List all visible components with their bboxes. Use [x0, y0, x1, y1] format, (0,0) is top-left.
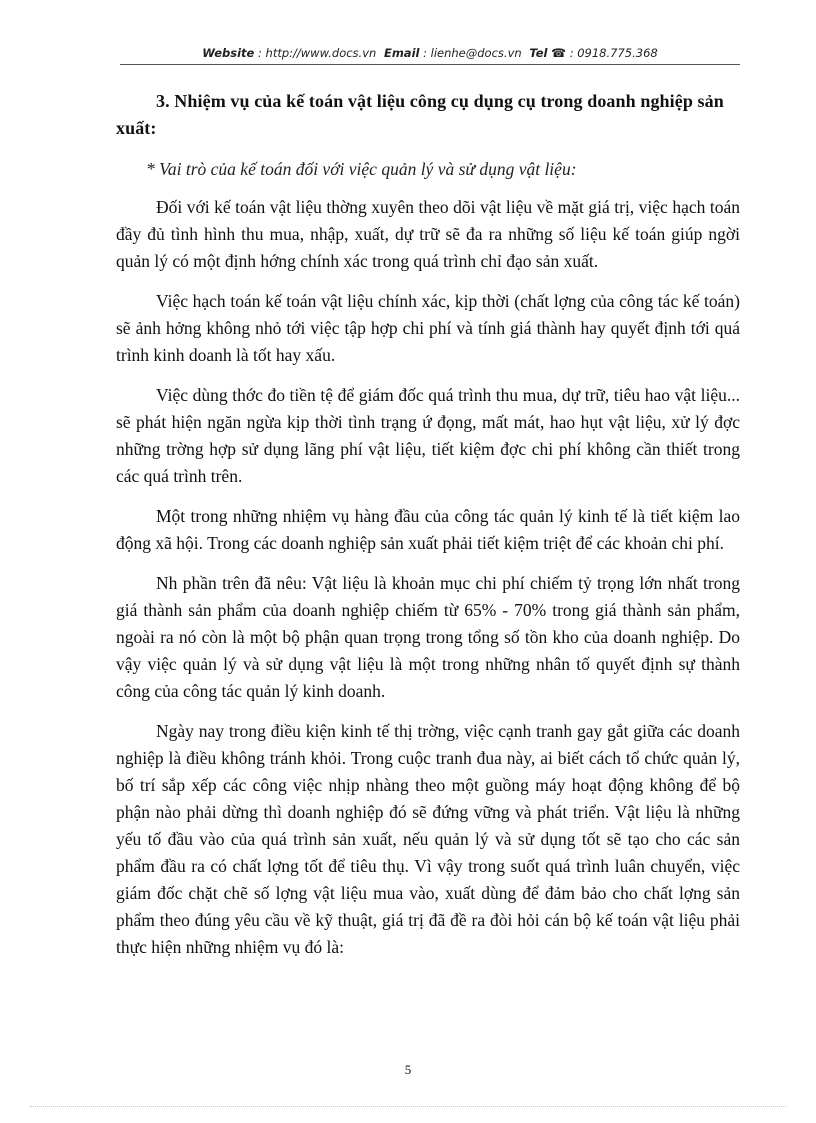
document-body — [116, 88, 740, 974]
section-heading: 3. Nhiệm vụ của kế toán vật liệu công cụ dụng cụ trong doanh nghiệp sản xuất: — [116, 91, 724, 138]
website-url[interactable]: http://www.docs.vn — [265, 46, 377, 60]
tel-separator: : — [569, 46, 578, 60]
email-label: Email — [383, 46, 420, 60]
tel-label: Tel — [529, 46, 548, 60]
paragraph: Một trong những nhiệm vụ hàng đầu của công tác quản lý kinh tế là tiết kiệm lao động xã hội. Trong các doanh nghiệp sản xuất phải tiết kiệm triệt để các khoản chi phí. — [116, 506, 740, 553]
header-rule — [120, 64, 740, 65]
section-subheading: * Vai trò của kế toán đối với việc quản lý và sử dụng vật liệu: — [146, 159, 577, 179]
email-separator: : — [419, 46, 431, 60]
paragraph: Nh phần trên đã nêu: Vật liệu là khoản mục chi phí chiếm tỷ trọng lớn nhất trong giá thành sản phẩm của doanh nghiệp chiếm từ 65% - 70% trong giá thành sản phẩm, ngoài ra nó còn là một bộ phận quan trọng trong tổng số tồn kho của doanh nghiệp. Do vậy việc quản lý và sử dụng vật liệu là một trong những nhân tố quyết định sự thành công của công tác quản lý kinh doanh. — [116, 573, 740, 701]
paragraph: Việc hạch toán kế toán vật liệu chính xác, kịp thời (chất lợng của công tác kế toán) sẽ ảnh hởng không nhỏ tới việc tập hợp chi phí và tính giá thành hay quyết định tới quá trình kinh doanh là tốt hay xấu. — [116, 291, 740, 365]
paragraph: Việc dùng thớc đo tiền tệ để giám đốc quá trình thu mua, dự trữ, tiêu hao vật liệu... sẽ phát hiện ngăn ngừa kịp thời tình trạng ứ đọng, mất mát, hao hụt vật liệu, xử lý đợc những trờng hợp sử dụng lãng phí vật liệu, tiết kiệm đợc chi phí không cần thiết trong các quá trình trên. — [116, 385, 740, 486]
page-bottom-divider — [30, 1106, 786, 1107]
email-address[interactable]: lienhe@docs.vn — [430, 46, 522, 60]
page-number: 5 — [404, 1062, 412, 1077]
phone-icon: ☎ — [551, 46, 567, 60]
page-header — [120, 46, 740, 60]
tel-number: 0918.775.368 — [577, 46, 658, 60]
website-separator: : — [254, 46, 266, 60]
paragraph: Ngày nay trong điều kiện kinh tế thị trờng, việc cạnh tranh gay gắt giữa các doanh nghiệp là điều không tránh khỏi. Trong cuộc tranh đua này, ai biết cách tổ chức quản lý, bố trí sắp xếp các công việc nhịp nhàng theo một guồng máy hoạt động không để bộ phận nào phải dừng thì doanh nghiệp đó sẽ đứng vững và phát triển. Vật liệu là những yếu tố đầu vào của quá trình sản xuất, nếu quản lý và sử dụng tốt sẽ tạo cho các sản phẩm đầu ra có chất lợng tốt để tiêu thụ. Vì vậy trong suốt quá trình luân chuyển, việc giám đốc chặt chẽ số lợng vật liệu mua vào, xuất dùng để đảm bảo cho chất lợng sản phẩm theo đúng yêu cầu về kỹ thuật, giá trị đã đề ra đòi hỏi cán bộ kế toán vật liệu phải thực hiện những nhiệm vụ đó là: — [116, 721, 740, 957]
paragraph: Đối với kế toán vật liệu thờng xuyên theo dõi vật liệu về mặt giá trị, việc hạch toán đầy đủ tình hình thu mua, nhập, xuất, dự trữ sẽ đa ra những số liệu kế toán giúp ngời quản lý có một định hớng chính xác trong quá trình chỉ đạo sản xuất. — [116, 197, 740, 271]
website-label: Website — [202, 46, 255, 60]
